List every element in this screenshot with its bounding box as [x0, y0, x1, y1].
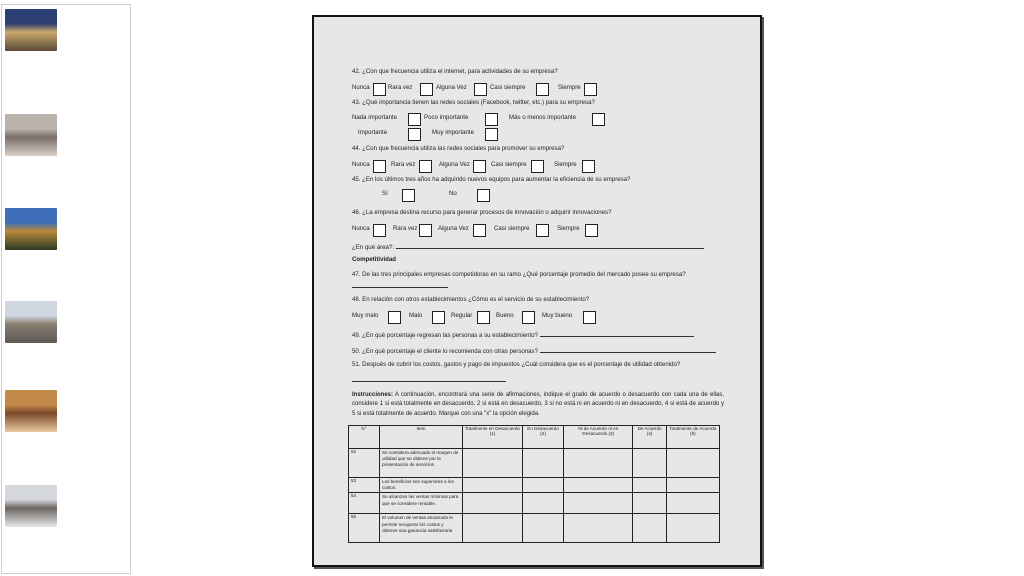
rating-cell-3[interactable] [564, 493, 633, 514]
rating-cell-3[interactable] [564, 514, 633, 543]
col-header-1: Totalmente en Desacuerdo (1) [463, 426, 523, 449]
q44-opt-nunca: Nunca [352, 161, 370, 168]
likert-table-header [349, 426, 720, 449]
table-row [349, 449, 720, 478]
q48-opt-malo: Malo [409, 312, 423, 319]
col-header-item: Item [380, 426, 463, 449]
q42-checkbox-rara-vez[interactable] [420, 83, 433, 96]
rating-cell-5[interactable] [666, 493, 719, 514]
question-44: 44. ¿Con que frecuencia utiliza las redes sociales para promover su empresa? [352, 145, 565, 152]
row-item: Se considera adecuado el margen de utilidad que se obtiene por la presentación de servicios. [380, 449, 463, 478]
q42-opt-rara-vez: Rara vez [388, 84, 413, 91]
rating-cell-2[interactable] [523, 478, 564, 493]
question-50-text: 50. ¿En qué porcentaje el cliente lo recomienda con otras personas? [352, 348, 538, 355]
q44-opt-siempre: Siempre [554, 161, 577, 168]
rating-cell-4[interactable] [633, 478, 666, 493]
q46-opt-alguna-vez: Alguna Vez [438, 225, 469, 232]
q46-opt-siempre: Siempre [557, 225, 580, 232]
q43-opt-importante: Importante [358, 129, 388, 136]
rating-cell-3[interactable] [564, 449, 633, 478]
col-header-5: Totalmente de Acuerdo (5) [666, 426, 719, 449]
q44-checkbox-siempre[interactable] [582, 160, 595, 173]
q45-checkbox-si[interactable] [402, 189, 415, 202]
instructions [352, 391, 724, 419]
q42-opt-alguna-vez: Alguna Vez [436, 84, 467, 91]
q47-answer [352, 281, 448, 290]
q46-area-input[interactable] [396, 242, 704, 249]
q48-checkbox-muy-malo[interactable] [388, 311, 401, 324]
table-row [349, 478, 720, 493]
row-number: 55 [349, 514, 380, 543]
question-51: 51. Después de cubrir los costos, gastos y pago de impuestos ¿Cuál considera que es el porcentaje de utilidad obtenido? [352, 361, 681, 368]
row-number: 54 [349, 493, 380, 514]
row-item: El volumen de ventas alcanzado le permite recuperar los costos y obtener una ganancia satisfactoria [380, 514, 463, 543]
section-competitividad: Competitividad [352, 256, 397, 263]
q43-checkbox-poco-importante[interactable] [485, 113, 498, 126]
q45-opt-no: No [449, 190, 457, 197]
q43-opt-muy-importante: Muy importante [432, 129, 474, 136]
table-row [349, 514, 720, 543]
question-45: 45. ¿En los últimos tres años ha adquirido nuevos equipos para aumentar la eficiencia de su empresa? [352, 176, 631, 183]
q44-checkbox-nunca[interactable] [373, 160, 386, 173]
rating-cell-2[interactable] [523, 493, 564, 514]
q46-area-label: ¿En qué área?: [352, 244, 395, 251]
q45-opt-si: Sí [382, 190, 388, 197]
question-49 [352, 330, 694, 339]
q46-opt-rara-vez: Rara vez [393, 225, 418, 232]
q46-checkbox-rara-vez[interactable] [419, 224, 432, 237]
q48-checkbox-bueno[interactable] [522, 311, 535, 324]
row-number: 53 [349, 478, 380, 493]
rating-cell-4[interactable] [633, 449, 666, 478]
question-46: 46. ¿La empresa destina recurso para generar procesos de innovación o adquirir innovaciones? [352, 209, 612, 216]
q45-checkbox-no[interactable] [477, 189, 490, 202]
thumb-city-night[interactable] [5, 9, 57, 51]
q46-checkbox-casi-siempre[interactable] [536, 224, 549, 237]
question-50 [352, 346, 716, 355]
q48-opt-muy-bueno: Muy bueno [542, 312, 573, 319]
q51-answer [352, 375, 506, 384]
q42-opt-nunca: Nunca [352, 84, 370, 91]
q42-checkbox-siempre[interactable] [584, 83, 597, 96]
q44-checkbox-casi-siempre[interactable] [531, 160, 544, 173]
col-header-number: N° [349, 426, 380, 449]
row-number: 52 [349, 449, 380, 478]
q49-answer-line[interactable] [540, 330, 694, 337]
rating-cell-3[interactable] [564, 478, 633, 493]
table-row [349, 493, 720, 514]
rating-cell-5[interactable] [666, 514, 719, 543]
q42-opt-siempre: Siempre [558, 84, 581, 91]
rating-cell-2[interactable] [523, 514, 564, 543]
q43-opt-nada-importante: Nada importante [352, 114, 398, 121]
col-header-4: De Acuerdo (4) [633, 426, 666, 449]
instructions-text: A continuación, encontrará una serie de afirmaciones, indique el grado de acuerdo o desacuerdo con cada una de ellas, considere 1 si está totalmente en desacuerdo, 2 si está en desacuerdo, 3 si no está ni en acuerdo ni en desacuerdo, 4 si está de acuerdo y 5 si está totalmente de acuerdo. Marque con una "x" la opción elegida. [352, 392, 724, 417]
q42-opt-casi-siempre: Casi siempre [490, 84, 526, 91]
q43-checkbox-muy-importante[interactable] [485, 128, 498, 141]
rating-cell-4[interactable] [633, 514, 666, 543]
q42-checkbox-casi-siempre[interactable] [536, 83, 549, 96]
likert-table [348, 425, 720, 543]
thumb-crowd-street[interactable] [5, 485, 57, 527]
rating-cell-5[interactable] [666, 449, 719, 478]
thumb-hotel-room[interactable] [5, 390, 57, 432]
question-47: 47. De las tres principales empresas competidoras en su ramo ¿Qué porcentaje promedio del mercado posee su empresa? [352, 271, 686, 278]
q44-checkbox-alguna-vez[interactable] [473, 160, 486, 173]
q46-checkbox-alguna-vez[interactable] [473, 224, 486, 237]
rating-cell-1[interactable] [463, 478, 523, 493]
row-item: Se alcanzan las ventas mínimas para que se considere rentable. [380, 493, 463, 514]
q42-checkbox-alguna-vez[interactable] [474, 83, 487, 96]
rating-cell-1[interactable] [463, 449, 523, 478]
q43-checkbox-nada-importante[interactable] [408, 113, 421, 126]
q46-opt-casi-siempre: Casi siempre [494, 225, 530, 232]
row-item: Los beneficios son superiores a los costos. [380, 478, 463, 493]
rating-cell-2[interactable] [523, 449, 564, 478]
thumb-plaza-sunset[interactable] [5, 208, 57, 250]
q48-checkbox-muy-bueno[interactable] [583, 311, 596, 324]
question-49-text: 49. ¿En qué porcentaje regresan las personas a su establecimiento? [352, 332, 538, 339]
q43-opt-poco-importante: Poco importante [424, 114, 469, 121]
instructions-label: Instrucciones: [352, 392, 394, 398]
q48-checkbox-regular[interactable] [477, 311, 490, 324]
question-43: 43. ¿Qué importancia tienen las redes sociales (Facebook, twitter, etc.) para su empresa? [352, 99, 595, 106]
q43-checkbox-importante[interactable] [408, 128, 421, 141]
q47-answer-line[interactable] [352, 281, 448, 288]
q46-checkbox-nunca[interactable] [373, 224, 386, 237]
question-42: 42. ¿Con que frecuencia utiliza el internet, para actividades de su empresa? [352, 68, 558, 75]
rating-cell-5[interactable] [666, 478, 719, 493]
thumb-street[interactable] [5, 114, 57, 156]
q48-checkbox-malo[interactable] [432, 311, 445, 324]
q46-checkbox-siempre[interactable] [585, 224, 598, 237]
rating-cell-1[interactable] [463, 493, 523, 514]
q48-opt-bueno: Bueno [496, 312, 514, 319]
q43-checkbox-mas-o-menos[interactable] [592, 113, 605, 126]
q48-opt-muy-malo: Muy malo [352, 312, 379, 319]
q51-answer-line[interactable] [352, 375, 506, 382]
q42-checkbox-nunca[interactable] [373, 83, 386, 96]
rating-cell-4[interactable] [633, 493, 666, 514]
slide-thumbnail-panel [1, 4, 131, 574]
question-48: 48. En relación con otros establecimientos ¿Cómo es el servicio de su establecimiento? [352, 296, 590, 303]
q44-checkbox-rara-vez[interactable] [419, 160, 432, 173]
rating-cell-1[interactable] [463, 514, 523, 543]
q48-opt-regular: Regular [451, 312, 473, 319]
q44-opt-casi-siempre: Casi siempre [491, 161, 527, 168]
thumb-church[interactable] [5, 301, 57, 343]
q46-area [352, 242, 704, 251]
q44-opt-alguna-vez: Alguna Vez [439, 161, 470, 168]
col-header-2: En Desacuerdo (2) [523, 426, 564, 449]
q50-answer-line[interactable] [540, 346, 716, 353]
document-page [312, 15, 762, 567]
q46-opt-nunca: Nunca [352, 225, 370, 232]
q44-opt-rara-vez: Rara vez [391, 161, 416, 168]
q43-opt-mas-o-menos: Más o menos importante [509, 114, 577, 121]
col-header-3: Ni de Acuerdo ni en Desacuerdo (3) [564, 426, 633, 449]
